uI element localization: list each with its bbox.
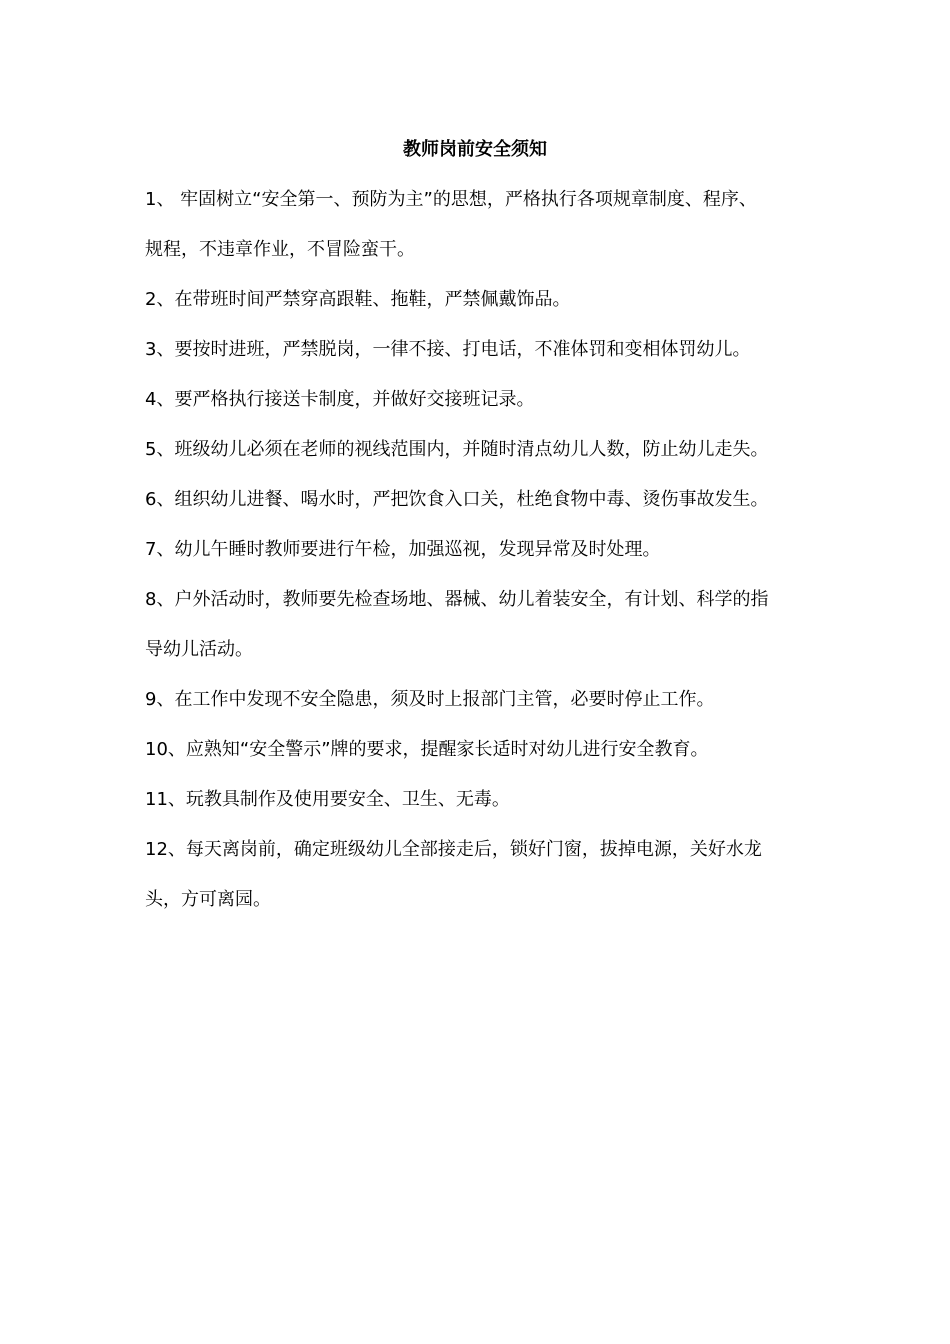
rule-1-line-2: 规程，不违章作业，不冒险蛮干。 (145, 239, 415, 260)
rule-12-line-1: 12、每天离岗前，确定班级幼儿全部接走后，锁好门窗，拔掉电源，关好水龙 (145, 839, 762, 860)
rule-8-line-1: 8、户外活动时，教师要先检查场地、器械、幼儿着装安全，有计划、科学的指 (145, 589, 769, 610)
rule-7: 7、幼儿午睡时教师要进行午检，加强巡视，发现异常及时处理。 (145, 539, 661, 560)
rule-11: 11、玩教具制作及使用要安全、卫生、无毒。 (145, 789, 510, 810)
rule-3: 3、要按时进班，严禁脱岗，一律不接、打电话，不准体罚和变相体罚幼儿。 (145, 339, 751, 360)
rule-8-line-2: 导幼儿活动。 (145, 639, 253, 660)
rule-2: 2、在带班时间严禁穿高跟鞋、拖鞋，严禁佩戴饰品。 (145, 289, 571, 310)
rule-1-line-1: 1、 牢固树立“安全第一、预防为主”的思想，严格执行各项规章制度、程序、 (145, 189, 757, 210)
document-title: 教师岗前安全须知 (403, 139, 547, 160)
rule-9: 9、在工作中发现不安全隐患，须及时上报部门主管，必要时停止工作。 (145, 689, 715, 710)
rule-12-line-2: 头，方可离园。 (145, 889, 271, 910)
rule-10: 10、应熟知“安全警示”牌的要求，提醒家长适时对幼儿进行安全教育。 (145, 739, 709, 760)
rule-6: 6、组织幼儿进餐、喝水时，严把饮食入口关，杜绝食物中毒、烫伤事故发生。 (145, 489, 769, 510)
rule-4: 4、要严格执行接送卡制度，并做好交接班记录。 (145, 389, 535, 410)
rule-5: 5、班级幼儿必须在老师的视线范围内，并随时清点幼儿人数，防止幼儿走失。 (145, 439, 769, 460)
